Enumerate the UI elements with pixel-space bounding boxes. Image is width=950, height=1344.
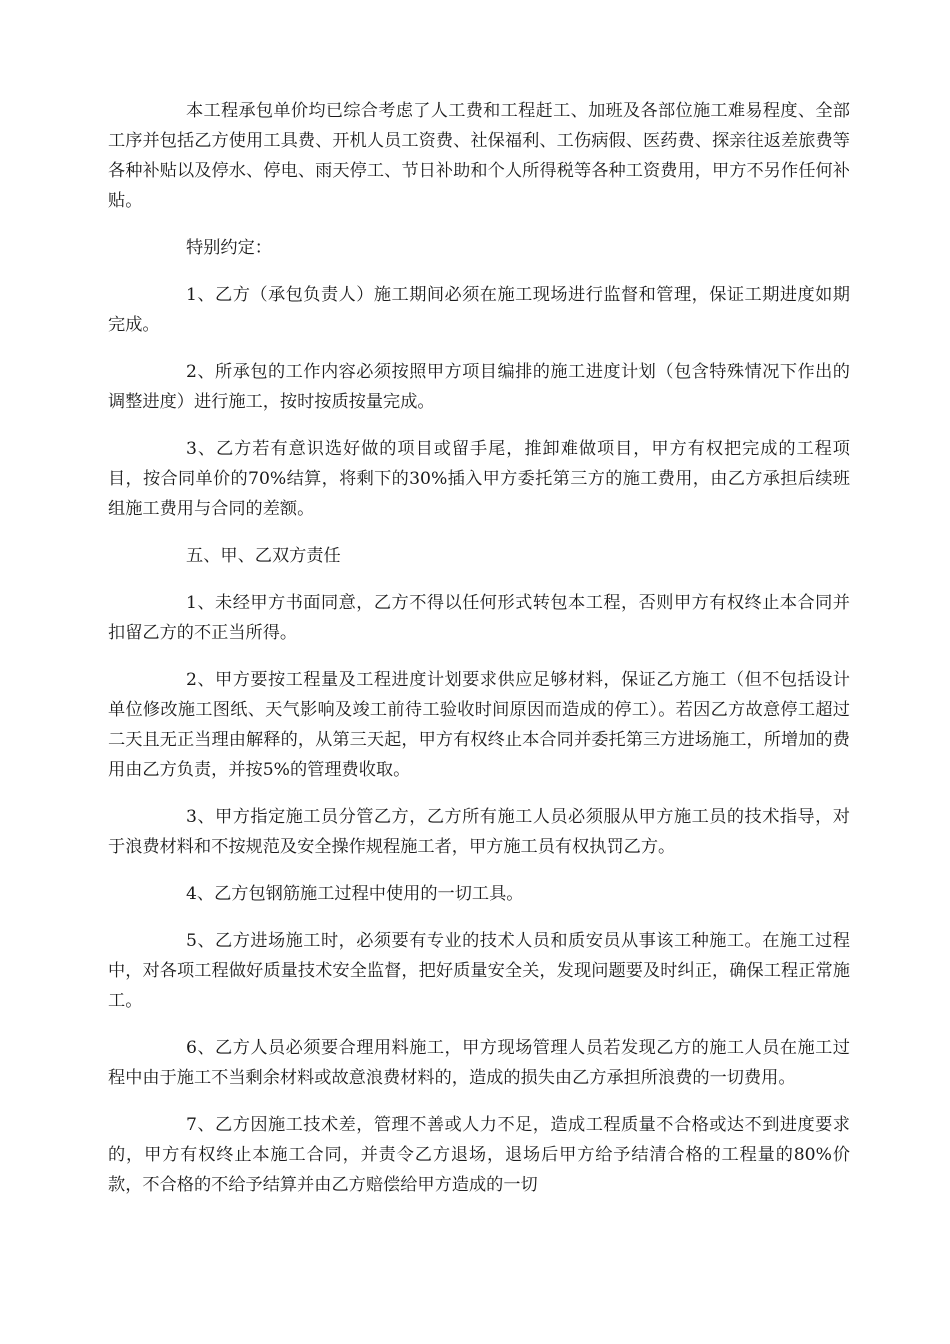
paragraph-clause-3: 3、乙方若有意识选好做的项目或留手尾，推卸难做项目，甲方有权把完成的工程项目，按合同单价的70%结算，将剩下的30%插入甲方委托第三方的施工费用，由乙方承担后续班组施工费用与合同的差额。	[108, 439, 850, 519]
paragraph-unit-price: 本工程承包单价均已综合考虑了人工费和工程赶工、加班及各部位施工难易程度、全部工序并包括乙方使用工具费、开机人员工资费、社保福利、工伤病假、医药费、探亲往返差旅费等各种补贴以及停水、停电、雨天停工、节日补助和个人所得税等各种工资费用，甲方不另作任何补贴。	[108, 101, 850, 211]
paragraph-duty-2: 2、甲方要按工程量及工程进度计划要求供应足够材料，保证乙方施工（但不包括设计单位修改施工图纸、天气影响及竣工前待工验收时间原因而造成的停工）。若因乙方故意停工超过二天且无正当理由解释的，从第三天起，甲方有权终止本合同并委托第三方进场施工，所增加的费用由乙方负责，并按5%的管理费收取。	[108, 670, 850, 780]
paragraph-duty-3: 3、甲方指定施工员分管乙方，乙方所有施工人员必须服从甲方施工员的技术指导，对于浪费材料和不按规范及安全操作规程施工者，甲方施工员有权执罚乙方。	[108, 807, 850, 857]
paragraph-duty-5: 5、乙方进场施工时，必须要有专业的技术人员和质安员从事该工种施工。在施工过程中，对各项工程做好质量技术安全监督，把好质量安全关，发现问题要及时纠正，确保工程正常施工。	[108, 931, 850, 1011]
heading-section-5: 五、甲、乙双方责任	[186, 546, 341, 566]
paragraph-duty-1: 1、未经甲方书面同意，乙方不得以任何形式转包本工程，否则甲方有权终止本合同并扣留乙方的不正当所得。	[108, 593, 850, 643]
paragraph-duty-4: 4、乙方包钢筋施工过程中使用的一切工具。	[186, 884, 524, 904]
paragraph-duty-7: 7、乙方因施工技术差，管理不善或人力不足，造成工程质量不合格或达不到进度要求的，甲方有权终止本施工合同，并责令乙方退场，退场后甲方给予结清合格的工程量的80%价款，不合格的不给予结算并由乙方赔偿给甲方造成的一切	[108, 1115, 850, 1195]
document-page	[108, 96, 850, 1217]
paragraph-duty-6: 6、乙方人员必须要合理用料施工，甲方现场管理人员若发现乙方的施工人员在施工过程中由于施工不当剩余材料或故意浪费材料的，造成的损失由乙方承担所浪费的一切费用。	[108, 1038, 850, 1088]
heading-special-agreement: 特别约定：	[186, 238, 272, 258]
paragraph-clause-2: 2、所承包的工作内容必须按照甲方项目编排的施工进度计划（包含特殊情况下作出的调整进度）进行施工，按时按质按量完成。	[108, 362, 850, 412]
paragraph-clause-1: 1、乙方（承包负责人）施工期间必须在施工现场进行监督和管理，保证工期进度如期完成。	[108, 285, 850, 335]
